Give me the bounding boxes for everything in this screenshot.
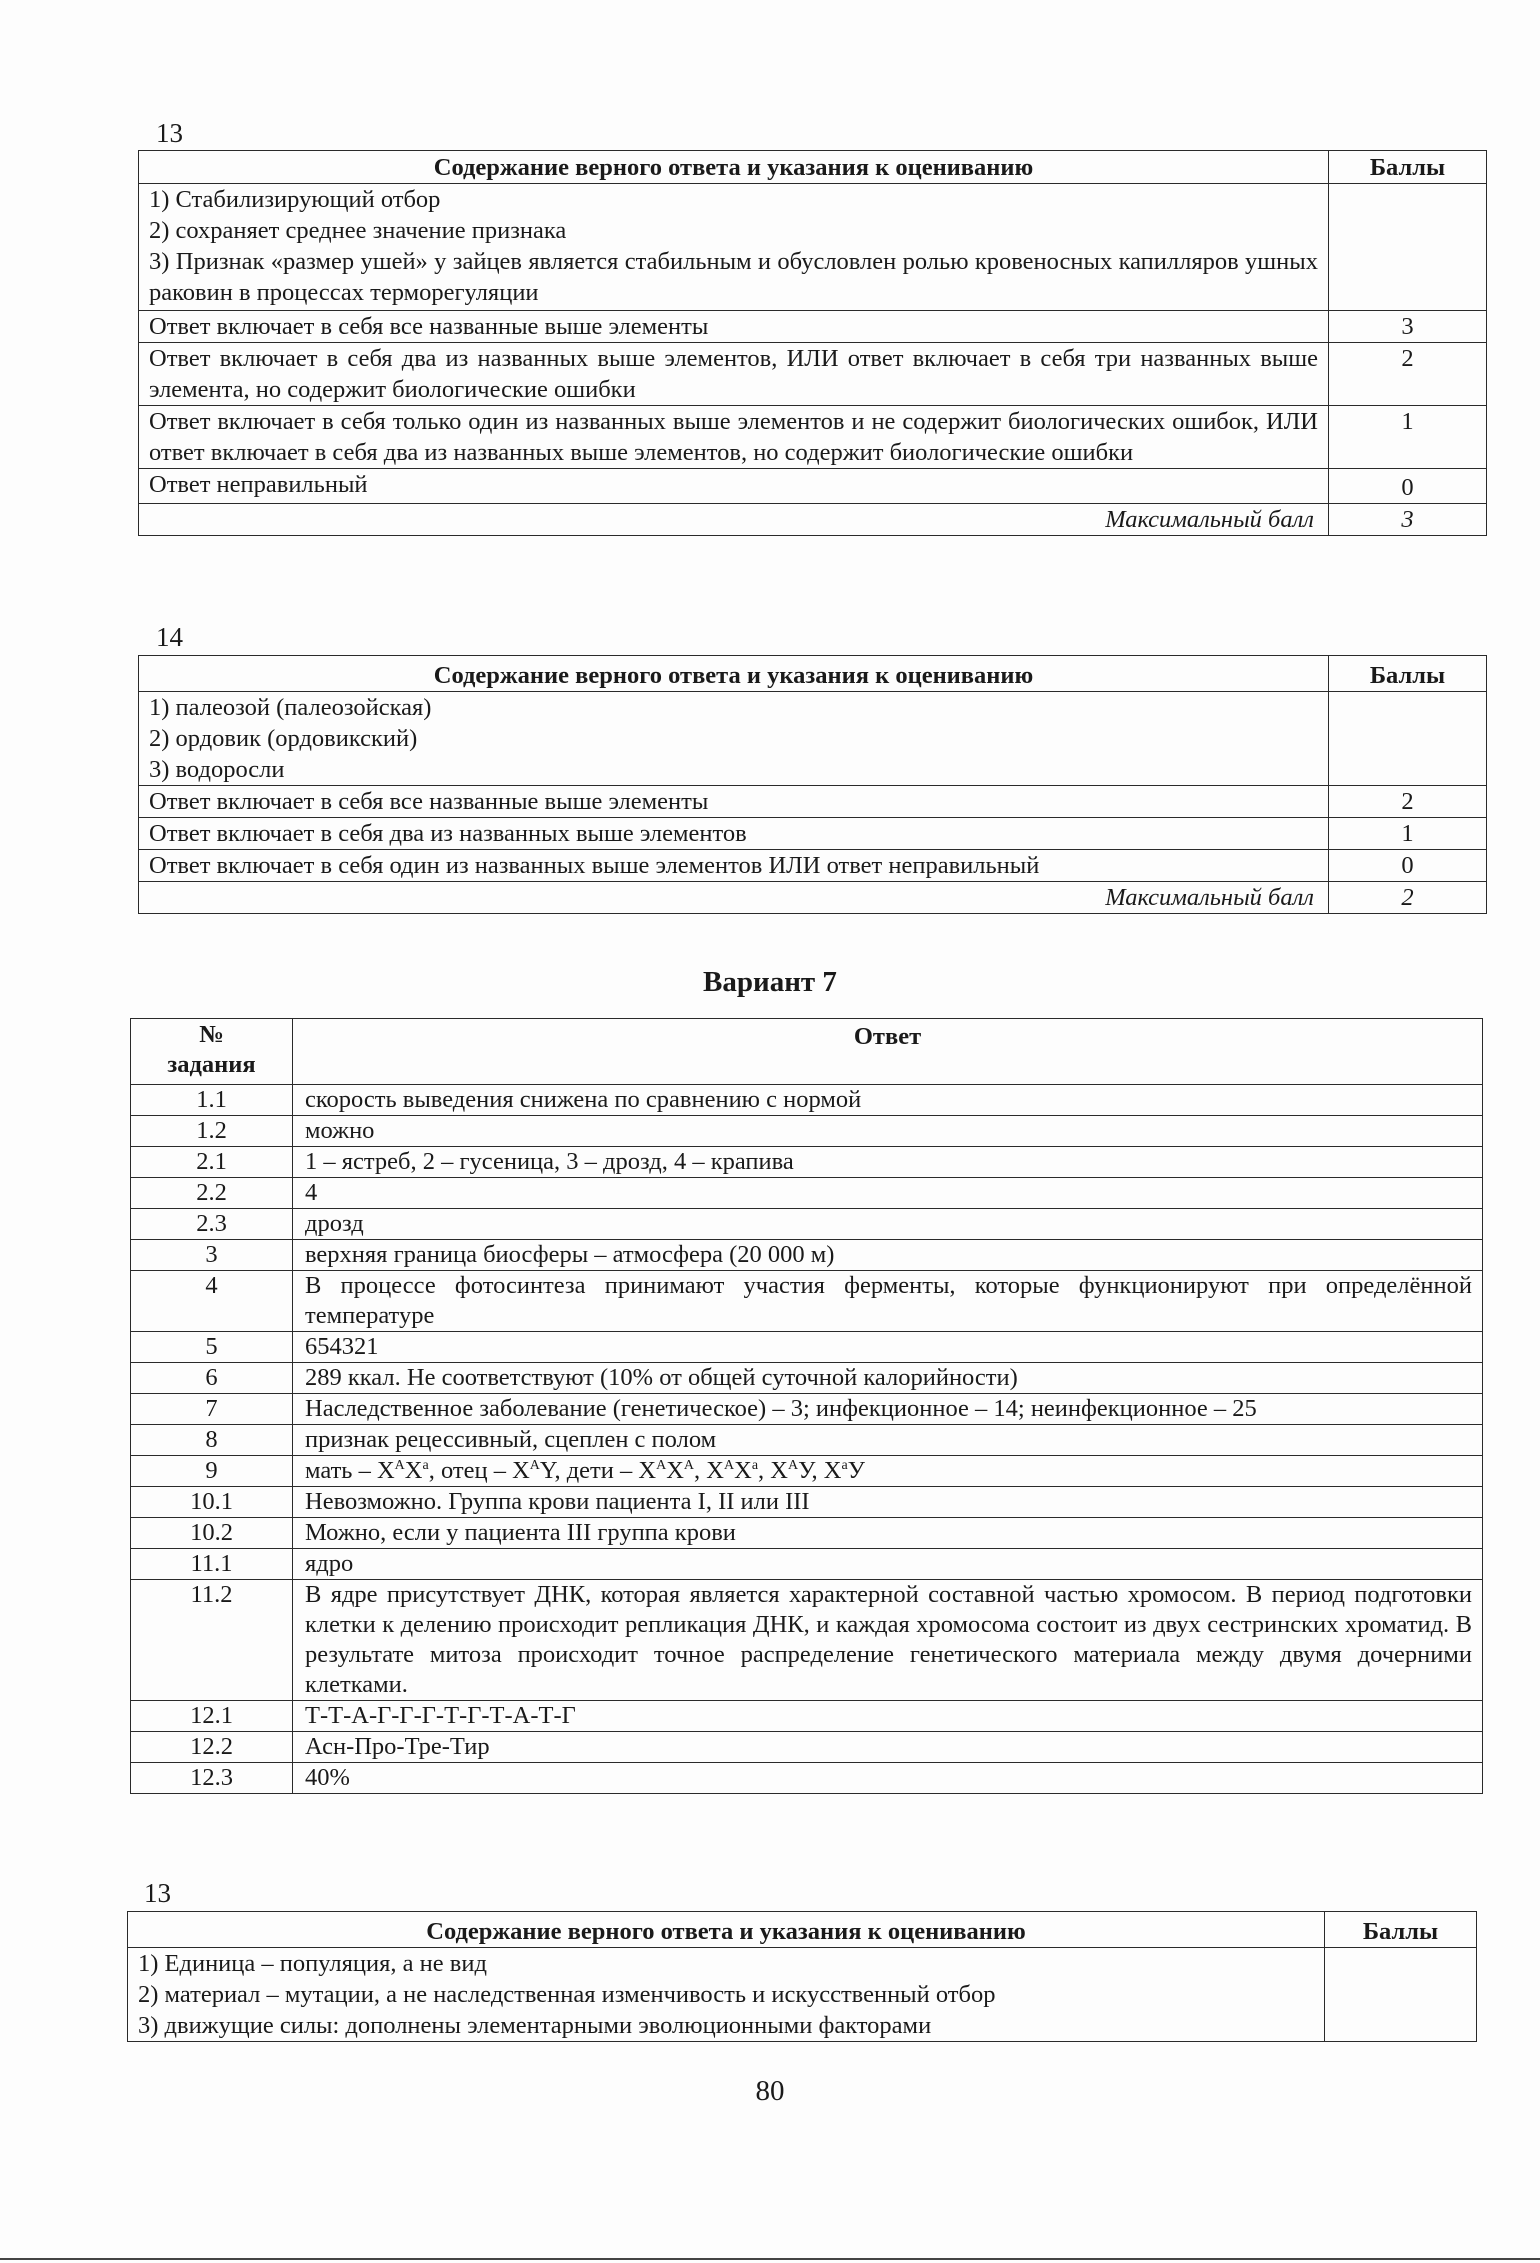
task-number-cell: 3 xyxy=(131,1240,293,1271)
allele-superscript: a xyxy=(841,1458,848,1473)
task-14-table xyxy=(138,655,1487,914)
genotype-text: Y xyxy=(539,1457,555,1484)
allele-superscript: A xyxy=(788,1458,799,1473)
header-points: Баллы xyxy=(1325,1912,1477,1948)
answer-cell: скорость выведения снижена по сравнению с нормой xyxy=(293,1085,1483,1116)
max-score-label: Максимальный балл xyxy=(139,504,1329,536)
task-number-cell: 5 xyxy=(131,1332,293,1363)
allele-superscript: A xyxy=(529,1458,540,1473)
answer-row xyxy=(131,1425,1483,1456)
answer-row xyxy=(131,1147,1483,1178)
genotype-text: X xyxy=(638,1457,657,1484)
answer-points-empty xyxy=(1329,184,1487,311)
answer-cell: признак рецессивный, сцеплен с полом xyxy=(293,1425,1483,1456)
criterion-text: Ответ включает в себя все названные выше элементы xyxy=(139,786,1329,818)
answer-row xyxy=(131,1271,1483,1332)
criterion-text: Ответ включает в себя два из названных выше элементов xyxy=(139,818,1329,850)
answer-cell: В ядре присутствует ДНК, которая является характерной составной частью хромосом. В период подготовки клетки к делению происходит репликация ДНК, и каждая хромосома состоит из двух сестринских хроматид. В результате митоза происходит точное распределение генетического материала между двумя дочерними клетками. xyxy=(293,1580,1483,1701)
answer-row xyxy=(131,1332,1483,1363)
answer-cell: 1 – ястреб, 2 – гусеница, 3 – дрозд, 4 – крапива xyxy=(293,1147,1483,1178)
allele-superscript: A xyxy=(394,1458,405,1473)
max-score-value: 3 xyxy=(1329,504,1487,536)
answer-row xyxy=(131,1549,1483,1580)
header-points: Баллы xyxy=(1329,151,1487,184)
genotype-text: У xyxy=(847,1457,866,1484)
answer-elements xyxy=(139,692,1329,786)
answer-row xyxy=(131,1732,1483,1763)
answer-row xyxy=(131,1701,1483,1732)
answer-row xyxy=(131,1363,1483,1394)
answer-row xyxy=(131,1763,1483,1794)
answer-cell: дрозд xyxy=(293,1209,1483,1240)
criterion-text: Ответ включает в себя два из названных выше элементов, ИЛИ ответ включает в себя три названных выше элемента, но содержит биологические ошибки xyxy=(139,343,1329,406)
task-number-cell: 10.2 xyxy=(131,1518,293,1549)
bottom-rule xyxy=(0,2258,1540,2260)
task-number-cell: 2.1 xyxy=(131,1147,293,1178)
criterion-points: 0 xyxy=(1329,850,1487,882)
task-number-cell: 10.1 xyxy=(131,1487,293,1518)
answer-row xyxy=(131,1580,1483,1701)
answer-cell: Т-Т-А-Г-Г-Г-Т-Г-Т-А-Т-Г xyxy=(293,1701,1483,1732)
criterion-text: Ответ включает в себя все названные выше элементы xyxy=(139,311,1329,343)
answer-cell: 654321 xyxy=(293,1332,1483,1363)
answer-cell: Наследственное заболевание (генетическое) – 3; инфекционное – 14; неинфекционное – 25 xyxy=(293,1394,1483,1425)
allele-superscript: A xyxy=(683,1458,695,1473)
answer-elements xyxy=(128,1948,1325,2042)
answer-row xyxy=(131,1085,1483,1116)
genotype-text: X xyxy=(376,1457,395,1484)
task-13a-table xyxy=(138,150,1487,536)
criterion-text: Ответ неправильный xyxy=(139,469,1329,504)
answer-row xyxy=(131,1394,1483,1425)
variant-title: Вариант 7 xyxy=(703,966,837,998)
answer-rows xyxy=(131,1085,1483,1794)
answer-line: 2) сохраняет среднее значение признака xyxy=(149,217,567,244)
page-number: 80 xyxy=(755,2075,785,2107)
criterion-points: 2 xyxy=(1329,343,1487,406)
answer-line: 3) Признак «размер ушей» у зайцев является стабильным и обусловлен ролью кровеносных капилляров ушных раковин в процессах терморегуляции xyxy=(149,248,1318,306)
answer-row xyxy=(131,1116,1483,1147)
task-number-cell: 4 xyxy=(131,1271,293,1332)
answer-cell: ядро xyxy=(293,1549,1483,1580)
task-number-13b: 13 xyxy=(144,1878,171,1908)
answer-cell: можно xyxy=(293,1116,1483,1147)
criterion-text: Ответ включает в себя только один из названных выше элементов и не содержит биологических ошибок, ИЛИ ответ включает в себя два из названных выше элементов, но содержит биологические ошибки xyxy=(139,406,1329,469)
header-content: Содержание верного ответа и указания к оцениванию xyxy=(139,151,1329,184)
genotype-text: , X xyxy=(758,1457,788,1484)
task-number-cell: 2.2 xyxy=(131,1178,293,1209)
genotype-text: У xyxy=(798,1457,812,1484)
genotype-text: , X xyxy=(811,1457,842,1484)
task-number-cell: 11.1 xyxy=(131,1549,293,1580)
task-number-cell: 12.2 xyxy=(131,1732,293,1763)
answer-row xyxy=(131,1518,1483,1549)
answer-points-empty xyxy=(1325,1948,1477,2042)
criterion-text: Ответ включает в себя один из названных выше элементов ИЛИ ответ неправильный xyxy=(139,850,1329,882)
task-number-cell: 12.1 xyxy=(131,1701,293,1732)
criterion-points: 1 xyxy=(1329,406,1487,469)
answer-cell: Асн-Про-Тре-Тир xyxy=(293,1732,1483,1763)
answer-line: 3) движущие силы: дополнены элементарными эволюционными факторами xyxy=(138,2012,932,2039)
allele-superscript: A xyxy=(724,1458,735,1473)
answer-line: 1) палеозой (палеозойская) xyxy=(149,694,432,721)
answer-line: 3) водоросли xyxy=(149,756,285,783)
genotype-text: X xyxy=(734,1457,752,1484)
criterion-points: 2 xyxy=(1329,786,1487,818)
answer-cell: Невозможно. Группа крови пациента I, II или III xyxy=(293,1487,1483,1518)
answer-cell xyxy=(293,1456,1483,1487)
max-score-value: 2 xyxy=(1329,882,1487,914)
header-task-number: № задания xyxy=(131,1019,293,1085)
criterion-points: 1 xyxy=(1329,818,1487,850)
genotype-text: , дети – xyxy=(554,1457,639,1484)
answer-cell: 40% xyxy=(293,1763,1483,1794)
header-points: Баллы xyxy=(1329,656,1487,692)
answer-row xyxy=(131,1209,1483,1240)
answer-cell: 289 ккал. Не соответствуют (10% от общей суточной калорийности) xyxy=(293,1363,1483,1394)
genotype-text: , X xyxy=(694,1457,724,1484)
task-number-cell: 2.3 xyxy=(131,1209,293,1240)
answer-cell: В процессе фотосинтеза принимают участия ферменты, которые функционируют при определённой температуре xyxy=(293,1271,1483,1332)
answer-line: 2) ордовик (ордовикский) xyxy=(149,725,418,752)
task-13b-table xyxy=(127,1911,1477,2042)
answer-row xyxy=(131,1487,1483,1518)
variant-answers-table xyxy=(130,1018,1483,1794)
answer-cell: Можно, если у пациента III группа крови xyxy=(293,1518,1483,1549)
allele-superscript: a xyxy=(751,1458,759,1473)
task-number-cell: 9 xyxy=(131,1456,293,1487)
task-number-cell: 1.1 xyxy=(131,1085,293,1116)
answer-row xyxy=(131,1456,1483,1487)
task-number-cell: 6 xyxy=(131,1363,293,1394)
task-number-cell: 12.3 xyxy=(131,1763,293,1794)
criterion-points: 0 xyxy=(1329,469,1487,504)
allele-superscript: a xyxy=(422,1458,429,1473)
header-answer: Ответ xyxy=(293,1019,1483,1085)
allele-superscript: A xyxy=(656,1458,667,1473)
genotype-text: X xyxy=(666,1457,684,1484)
task-number-14: 14 xyxy=(156,622,183,652)
answer-cell: верхняя граница биосферы – атмосфера (20 000 м) xyxy=(293,1240,1483,1271)
genotype-text: мать – xyxy=(305,1457,377,1484)
task-number-cell: 11.2 xyxy=(131,1580,293,1701)
answer-cell: 4 xyxy=(293,1178,1483,1209)
answer-line: 1) Единица – популяция, а не вид xyxy=(138,1950,487,1977)
header-content: Содержание верного ответа и указания к оцениванию xyxy=(139,656,1329,692)
answer-line: 1) Стабилизирующий отбор xyxy=(149,186,441,213)
task-number-cell: 7 xyxy=(131,1394,293,1425)
answer-row xyxy=(131,1240,1483,1271)
answer-line: 2) материал – мутации, а не наследственная изменчивость и искусственный отбор xyxy=(138,1981,996,2008)
header-content: Содержание верного ответа и указания к оцениванию xyxy=(128,1912,1325,1948)
max-score-label: Максимальный балл xyxy=(139,882,1329,914)
answer-row xyxy=(131,1178,1483,1209)
task-number-cell: 1.2 xyxy=(131,1116,293,1147)
answer-points-empty xyxy=(1329,692,1487,786)
task-number-13a: 13 xyxy=(156,118,183,148)
genotype-text: X xyxy=(404,1457,423,1484)
genotype-text: X xyxy=(512,1457,530,1484)
answer-elements xyxy=(139,184,1329,311)
task-number-cell: 8 xyxy=(131,1425,293,1456)
criterion-points: 3 xyxy=(1329,311,1487,343)
genotype-text: , отец – xyxy=(428,1457,513,1484)
